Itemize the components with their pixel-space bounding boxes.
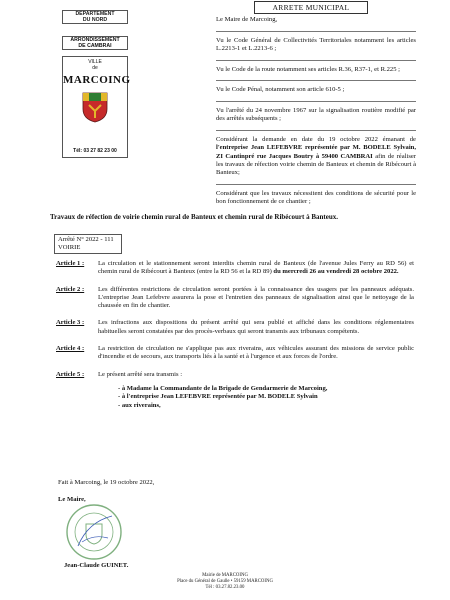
considerant-safety: Considérant que les travaux nécessitent des conditions de sécurité pour le bon fonctionnement de ce chantier ; <box>216 189 416 206</box>
separator <box>216 60 416 61</box>
company-name: l'entreprise Jean LEFEBVRE représentée par M. BODELE Sylvain, ZI Cantinpré rue Jacques Boutry à 59400 CAMBRAI <box>216 144 416 160</box>
ville-name: MARCOING <box>63 74 131 86</box>
phone-number: Tél: 03 27 82 23 00 <box>73 148 117 154</box>
article-text: La restriction de circulation ne s'applique pas aux riverains, aux véhicules assurant des missions de service public d'incendie et de secours, aux transports liés à la santé et à l'urgence et aux forces de l'ordre. <box>98 345 414 361</box>
article-label: Article 2 : <box>56 285 85 293</box>
footer-line: Tél : 03.27.82.23.00 <box>205 585 245 590</box>
recipient: - aux riverains, <box>118 401 161 409</box>
articles-section <box>56 260 414 410</box>
ville-label-2: de <box>92 65 98 71</box>
separator <box>216 31 416 32</box>
article-text: Les différentes restrictions de circulation seront portées à la connaissance des usagers par les panneaux adéquats. L'entreprise Jean Lefebvre assurera la pose et l'entretien des panneaux de signalisation ainsi que le nettoyage de la chaussée en fin de chantier. <box>98 285 414 310</box>
arrete-number: Arrêté N° 2022 - 111 <box>58 236 114 243</box>
considerant-request: Considérant la demande en date du 19 octobre 2022 émanant de l'entreprise Jean LEFEBVRE représentée par M. BODELE Sylvain, ZI Cantinpré rue Jacques Boutry à 59400 CAMBRAI afin de réaliser les travaux de réfection voirie chemin de Banteux et chemin de Ribécourt à Banteux; <box>216 136 417 177</box>
article-4 <box>56 345 414 362</box>
mairie-stamp-icon <box>64 502 124 562</box>
visa-item: Vu le Code de la route notamment ses articles R.36, R37-1, et R.225 ; <box>216 65 401 73</box>
department-line-2: DU NORD <box>82 17 108 23</box>
place-and-date: Fait à Marcoing, le 19 octobre 2022, <box>58 479 155 486</box>
footer-line: Mairie de MARCOING <box>202 573 248 578</box>
separator <box>216 184 416 185</box>
separator <box>216 130 416 131</box>
arrondissement-line-1: ARRONDISSEMENT <box>70 37 120 43</box>
signatory-name: Jean-Claude GUINET. <box>64 562 129 569</box>
visa-intro: Le Maire de Marcoing, <box>216 16 278 23</box>
arrondissement-box <box>62 36 128 50</box>
article-3 <box>56 319 414 336</box>
recipient: - à Madame la Commandante de la Brigade de Gendarmerie de Marcoing, <box>118 384 328 392</box>
signatory-title: Le Maire, <box>58 496 86 503</box>
document-title: ARRETE MUNICIPAL <box>254 1 368 14</box>
department-line-1: DEPARTEMENT <box>75 11 115 17</box>
visa-item: Vu le Code Général de Collectivités Territoriales notamment les articles L.2213-1 et L.2213-6 ; <box>216 36 416 52</box>
article-text: Les infractions aux dispositions du présent arrêté qui sera publié et affiché dans les conditions réglementaires habituelles seront constatées par des procès-verbaux qui seront transmis aux tribunaux compétents. <box>98 319 414 335</box>
article-label: Article 1 : <box>56 260 85 267</box>
article-label: Article 3 : <box>56 319 85 327</box>
coat-of-arms-icon <box>82 91 108 123</box>
recipient: - à l'entreprise Jean LEFEBVRE représentée par M. BODELE Sylvain <box>118 393 318 401</box>
article-1: Article 1 : La circulation et le stationnement seront interdits chemin rural de Banteux (de l'avenue Jules Ferry au RD 56) et chemin rural de Ribécourt à Banteux (entre la RD 56 et la RD 89) du mercredi 26 au vendredi 28 octobre 2022. <box>56 260 414 276</box>
visa-item: Vu le Code Pénal, notamment son article 610-5 ; <box>216 86 345 94</box>
subject-heading: Travaux de réfection de voirie chemin rural de Banteux et chemin rural de Ribécourt à Banteux. <box>50 213 338 221</box>
article-5 <box>56 371 414 379</box>
visas-section <box>216 16 416 213</box>
department-box <box>62 10 128 24</box>
footer-line: Place du Général de Gaulle • 59159 MARCOING <box>177 579 273 584</box>
article-text: Le présent arrêté sera transmis : <box>98 370 183 378</box>
article-label: Article 5 : <box>56 370 85 378</box>
visa-item: Vu l'arrêté du 24 novembre 1967 sur la signalisation routière modifié par des arrêtés subséquents ; <box>216 107 416 123</box>
separator <box>216 80 416 81</box>
arrondissement-line-2: DE CAMBRAI <box>78 43 112 49</box>
ville-box <box>62 56 131 158</box>
separator <box>216 101 416 102</box>
reference-box <box>54 234 122 254</box>
article-dates: du mercredi 26 au vendredi 28 octobre 2022. <box>273 268 399 276</box>
reference-category: VOIRIE <box>58 244 81 251</box>
footer <box>150 573 300 591</box>
article-label: Article 4 : <box>56 345 85 353</box>
article-2 <box>56 286 414 311</box>
ville-label-1: VILLE <box>88 59 102 65</box>
